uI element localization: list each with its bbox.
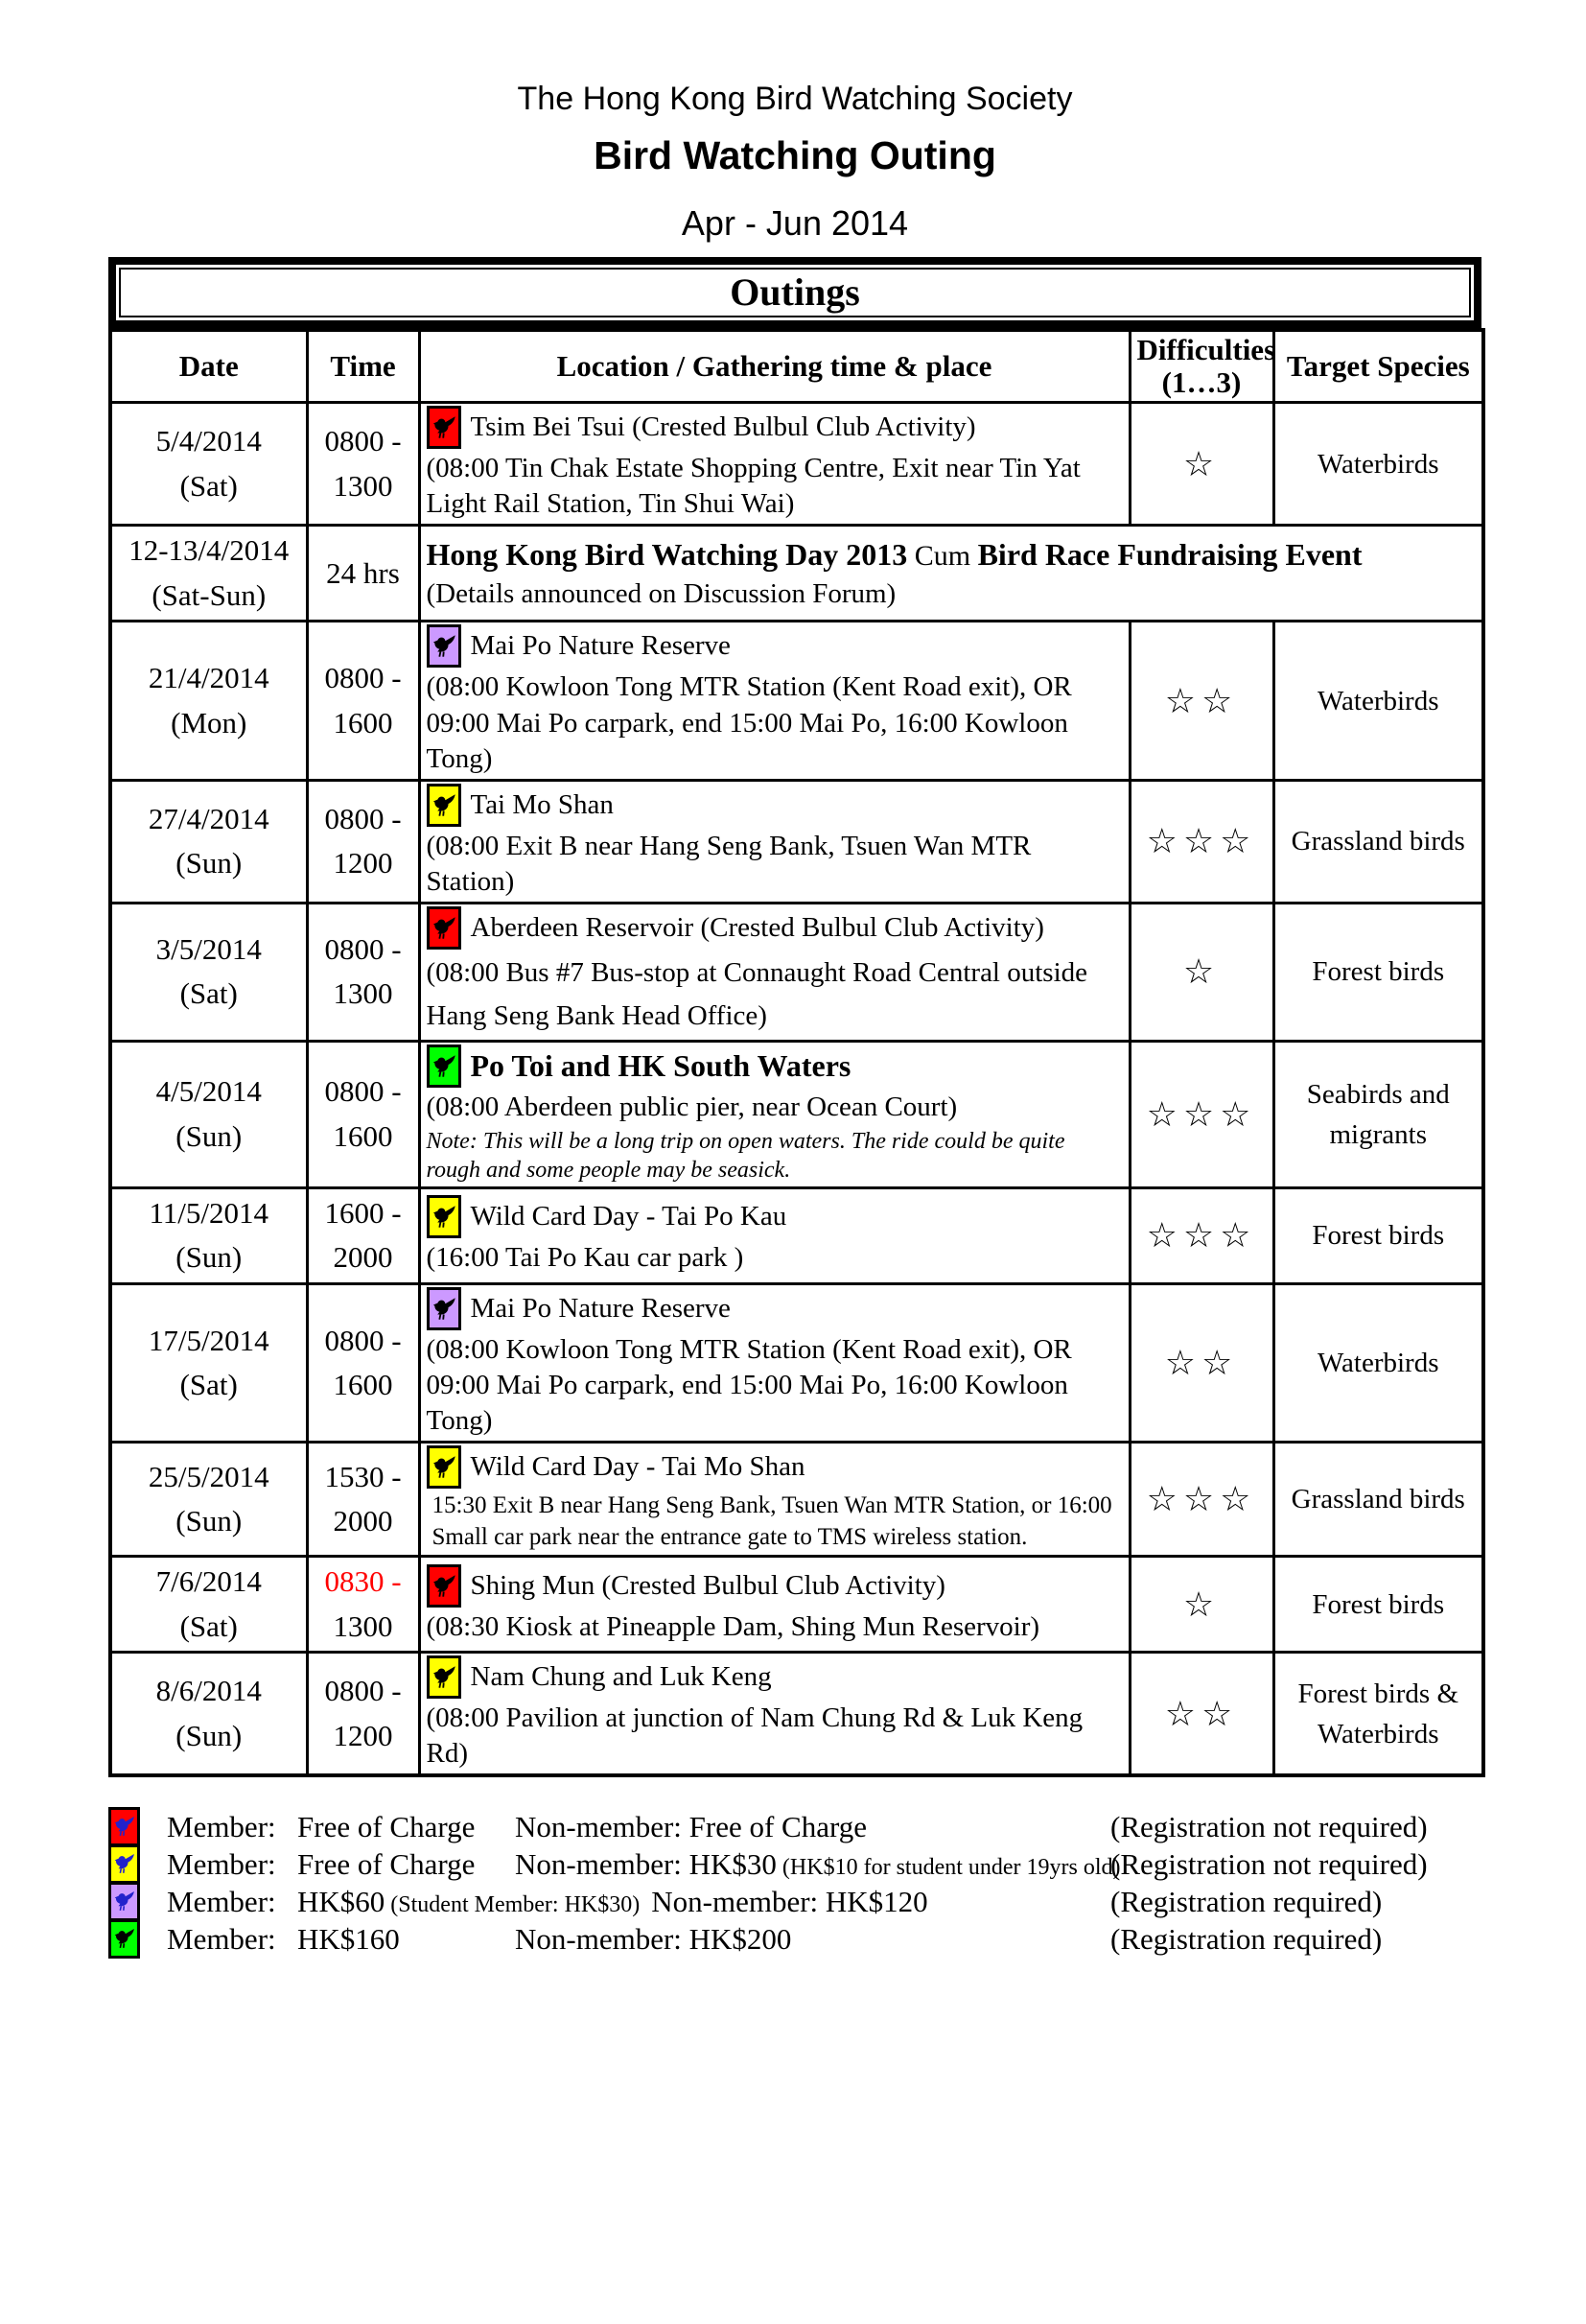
difficulty-stars: ☆☆ — [1130, 622, 1273, 780]
page-header — [108, 81, 1481, 244]
bird-icon — [427, 906, 461, 950]
location-cell: Nam Chung and Luk Keng (08:00 Pavilion at junction of Nam Chung Rd & Luk Keng Rd) — [419, 1653, 1130, 1776]
time-cell: 0800 - 1600 — [307, 1041, 419, 1187]
date-cell: 27/4/2014 (Sun) — [110, 780, 307, 903]
date-cell: 7/6/2014 (Sat) — [110, 1557, 307, 1653]
location-cell: Po Toi and HK South Waters (08:00 Aberdeen public pier, near Ocean Court) Note: This will be a long trip on open waters. The ride could be quite rough and some people may be seasick. — [419, 1041, 1130, 1187]
location-cell: Shing Mun (Crested Bulbul Club Activity) (08:30 Kiosk at Pineapple Dam, Shing Mun Reservoir) — [419, 1557, 1130, 1653]
time-cell: 0830 - 1300 — [307, 1557, 419, 1653]
location-cell: Tai Mo Shan (08:00 Exit B near Hang Seng Bank, Tsuen Wan MTR Station) — [419, 780, 1130, 903]
registration-note: (Registration required) — [1110, 1884, 1383, 1918]
legend-item: Member: Free of Charge Non-member: HK$30 (HK$10 for student under 19yrs old) (Registration not required) — [108, 1845, 1508, 1883]
bird-icon — [427, 1564, 461, 1608]
col-header-date: Date — [110, 330, 307, 403]
bird-icon — [108, 1844, 140, 1884]
bird-icon — [427, 1195, 461, 1238]
table-row — [110, 1557, 1483, 1653]
difficulty-stars: ☆☆☆ — [1130, 1443, 1273, 1557]
location-cell: Mai Po Nature Reserve (08:00 Kowloon Tong MTR Station (Kent Road exit), OR 09:00 Mai Po carpark, end 15:00 Mai Po, 16:00 Kowloon Tong) — [419, 1283, 1130, 1442]
date-cell: 11/5/2014 (Sun) — [110, 1187, 307, 1283]
registration-note: (Registration not required) — [1110, 1846, 1428, 1881]
time-cell: 1530 - 2000 — [307, 1443, 419, 1557]
table-row — [110, 780, 1483, 903]
registration-note: (Registration not required) — [1110, 1809, 1428, 1843]
location-cell: Hong Kong Bird Watching Day 2013 Cum Bird Race Fundraising Event (Details announced on Discussion Forum) — [419, 526, 1483, 622]
difficulty-stars: ☆ — [1130, 903, 1273, 1041]
table-row — [110, 526, 1483, 622]
target-species-cell: Waterbirds — [1273, 622, 1483, 780]
target-species-cell: Forest birds — [1273, 1557, 1483, 1653]
difficulty-stars: ☆☆ — [1130, 1283, 1273, 1442]
legend-item: Member: Free of Charge Non-member: Free of Charge (Registration not required) — [108, 1808, 1508, 1845]
bird-icon — [427, 624, 461, 668]
location-cell: Wild Card Day - Tai Po Kau (16:00 Tai Po Kau car park ) — [419, 1187, 1130, 1283]
legend-item: Member: HK$160 Non-member: HK$200 (Registration required) — [108, 1920, 1508, 1958]
table-row — [110, 403, 1483, 526]
date-cell: 8/6/2014 (Sun) — [110, 1653, 307, 1776]
date-cell: 4/5/2014 (Sun) — [110, 1041, 307, 1187]
target-species-cell: Grassland birds — [1273, 780, 1483, 903]
bird-icon — [108, 1882, 140, 1921]
target-species-cell: Grassland birds — [1273, 1443, 1483, 1557]
location-cell: Tsim Bei Tsui (Crested Bulbul Club Activity) (08:00 Tin Chak Estate Shopping Centre, Exit near Tin Yat Light Rail Station, Tin Shui Wai) — [419, 403, 1130, 526]
bird-icon — [108, 1807, 140, 1846]
difficulty-stars: ☆ — [1130, 403, 1273, 526]
target-species-cell: Waterbirds — [1273, 403, 1483, 526]
time-cell: 0800 - 1600 — [307, 1283, 419, 1442]
bird-icon — [108, 1919, 140, 1959]
table-header-row — [110, 330, 1483, 403]
period-subtitle: Apr - Jun 2014 — [681, 203, 909, 243]
date-cell: 5/4/2014 (Sat) — [110, 403, 307, 526]
col-header-target: Target Species — [1273, 330, 1483, 403]
bird-icon — [427, 784, 461, 827]
col-header-difficulties: Difficulties (1…3) — [1130, 330, 1273, 403]
bird-icon — [427, 1045, 461, 1088]
target-species-cell: Forest birds — [1273, 903, 1483, 1041]
target-species-cell: Seabirds and migrants — [1273, 1041, 1483, 1187]
time-cell: 0800 - 1300 — [307, 403, 419, 526]
outings-table — [108, 328, 1485, 1777]
registration-note: (Registration required) — [1110, 1921, 1383, 1956]
target-species-cell: Waterbirds — [1273, 1283, 1483, 1442]
outings-banner — [108, 257, 1481, 328]
table-row — [110, 903, 1483, 1041]
date-cell: 21/4/2014 (Mon) — [110, 622, 307, 780]
time-cell: 0800 - 1300 — [307, 903, 419, 1041]
difficulty-stars: ☆☆ — [1130, 1653, 1273, 1776]
location-cell: Aberdeen Reservoir (Crested Bulbul Club Activity) (08:00 Bus #7 Bus-stop at Connaught Road Central outside Hang Seng Bank Head Office) — [419, 903, 1130, 1041]
col-header-location: Location / Gathering time & place — [419, 330, 1130, 403]
page-title: Bird Watching Outing — [594, 133, 996, 177]
target-species-cell: Forest birds & Waterbirds — [1273, 1653, 1483, 1776]
date-cell: 12-13/4/2014 (Sat-Sun) — [110, 526, 307, 622]
table-row — [110, 1443, 1483, 1557]
bird-icon — [427, 1655, 461, 1699]
time-cell: 0800 - 1200 — [307, 780, 419, 903]
bird-icon — [427, 406, 461, 449]
target-species-cell: Forest birds — [1273, 1187, 1483, 1283]
table-row — [110, 1283, 1483, 1442]
table-row — [110, 622, 1483, 780]
trip-note: Note: This will be a long trip on open waters. The ride could be quite rough and some people may be seasick. — [426, 1128, 1065, 1183]
difficulty-stars: ☆☆☆ — [1130, 780, 1273, 903]
society-title: The Hong Kong Bird Watching Society — [517, 81, 1073, 117]
location-cell: Wild Card Day - Tai Mo Shan 15:30 Exit B near Hang Seng Bank, Tsuen Wan MTR Station, or 16:00 Small car park near the entrance gate to TMS wireless station. — [419, 1443, 1130, 1557]
col-header-time: Time — [307, 330, 419, 403]
date-cell: 3/5/2014 (Sat) — [110, 903, 307, 1041]
difficulty-stars: ☆☆☆ — [1130, 1187, 1273, 1283]
difficulty-stars: ☆☆☆ — [1130, 1041, 1273, 1187]
time-cell: 0800 - 1200 — [307, 1653, 419, 1776]
bird-icon — [427, 1445, 461, 1489]
price-legend — [108, 1808, 1508, 1958]
bird-icon — [427, 1287, 461, 1330]
table-row — [110, 1653, 1483, 1776]
legend-item: Member: HK$60 (Student Member: HK$30) Non-member: HK$120 (Registration required) — [108, 1883, 1508, 1920]
date-cell: 25/5/2014 (Sun) — [110, 1443, 307, 1557]
table-row — [110, 1187, 1483, 1283]
time-cell: 1600 - 2000 — [307, 1187, 419, 1283]
date-cell: 17/5/2014 (Sat) — [110, 1283, 307, 1442]
table-row — [110, 1041, 1483, 1187]
difficulty-stars: ☆ — [1130, 1557, 1273, 1653]
outings-banner-title: Outings — [119, 268, 1471, 317]
location-cell: Mai Po Nature Reserve (08:00 Kowloon Tong MTR Station (Kent Road exit), OR 09:00 Mai Po carpark, end 15:00 Mai Po, 16:00 Kowloon Tong) — [419, 622, 1130, 780]
time-cell: 0800 - 1600 — [307, 622, 419, 780]
time-cell: 24 hrs — [307, 526, 419, 622]
